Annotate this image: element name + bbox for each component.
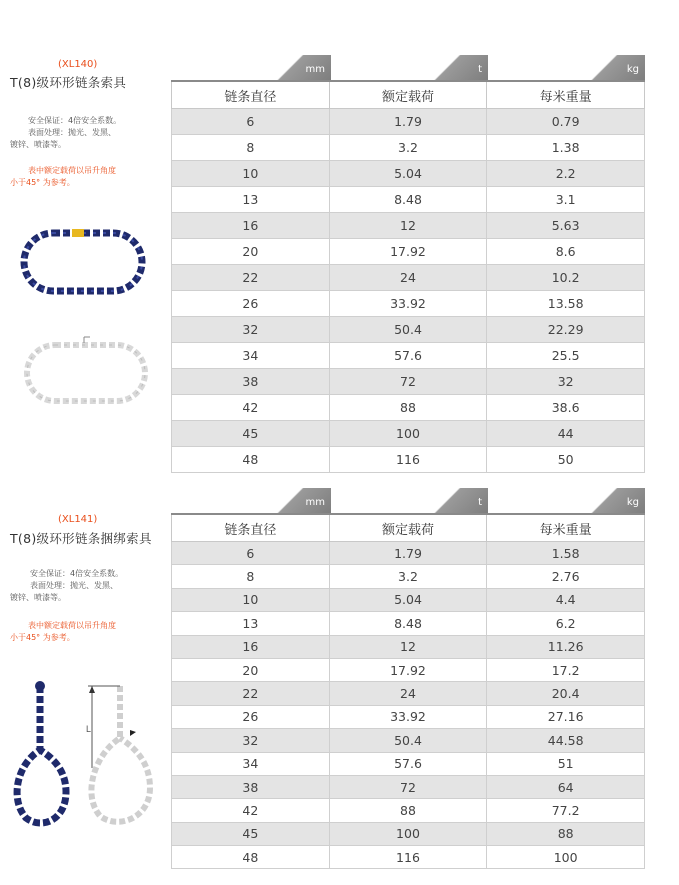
cell-weight-per-meter: 13.58: [487, 291, 645, 317]
table-row: [172, 343, 645, 369]
cell-diameter: 42: [172, 395, 330, 421]
cell-weight-per-meter: 1.38: [487, 135, 645, 161]
cell-diameter: 48: [172, 447, 330, 473]
cell-diameter: 20: [172, 658, 330, 681]
cell-weight-per-meter: 20.4: [487, 682, 645, 705]
unit-tab-mm: mm: [251, 55, 331, 81]
table-row: [172, 588, 645, 611]
cell-rated-load: 72: [329, 775, 487, 798]
table-header-row: [172, 82, 645, 109]
cell-diameter: 13: [172, 612, 330, 635]
cell-rated-load: 17.92: [329, 658, 487, 681]
cell-weight-per-meter: 44.58: [487, 729, 645, 752]
table-row: [172, 135, 645, 161]
column-header-weight: 每米重量: [487, 515, 645, 542]
table-row: [172, 822, 645, 845]
coupling-link-icon: [72, 229, 84, 237]
cell-weight-per-meter: 38.6: [487, 395, 645, 421]
cell-weight-per-meter: 88: [487, 822, 645, 845]
table-row: [172, 658, 645, 681]
cell-weight-per-meter: 11.26: [487, 635, 645, 658]
cell-diameter: 22: [172, 265, 330, 291]
surface-note-cont: 镀锌、喷漆等。: [10, 140, 66, 149]
table-row: [172, 161, 645, 187]
product-section-xl141: [0, 488, 679, 865]
table-row: [172, 775, 645, 798]
cell-weight-per-meter: 6.2: [487, 612, 645, 635]
cell-weight-per-meter: 5.63: [487, 213, 645, 239]
cell-rated-load: 57.6: [329, 752, 487, 775]
cell-diameter: 26: [172, 705, 330, 728]
product-code: (XL141): [58, 514, 98, 525]
cell-weight-per-meter: 2.76: [487, 565, 645, 588]
cell-rated-load: 1.79: [329, 542, 487, 565]
cell-diameter: 13: [172, 187, 330, 213]
table-row: [172, 317, 645, 343]
cell-diameter: 32: [172, 729, 330, 752]
cell-weight-per-meter: 27.16: [487, 705, 645, 728]
table-row: [172, 109, 645, 135]
column-header-load: 额定载荷: [329, 515, 487, 542]
cell-rated-load: 50.4: [329, 317, 487, 343]
surface-note: 表面处理：抛光、发黑、: [30, 581, 118, 590]
table-row: [172, 542, 645, 565]
cell-rated-load: 17.92: [329, 239, 487, 265]
cell-diameter: 16: [172, 635, 330, 658]
product-code: (XL140): [58, 59, 98, 70]
spec-table-xl141: [171, 515, 645, 869]
cell-rated-load: 72: [329, 369, 487, 395]
spec-table-xl140: [171, 82, 645, 473]
table-row: [172, 729, 645, 752]
cell-diameter: 34: [172, 343, 330, 369]
cell-diameter: 6: [172, 109, 330, 135]
table-row: [172, 752, 645, 775]
table-header-row: [172, 515, 645, 542]
column-header-load: 额定载荷: [329, 82, 487, 109]
cell-weight-per-meter: 1.58: [487, 542, 645, 565]
cell-diameter: 8: [172, 135, 330, 161]
surface-note: 表面处理：抛光、发黑、: [28, 128, 116, 137]
cell-diameter: 10: [172, 161, 330, 187]
cell-rated-load: 100: [329, 822, 487, 845]
table-row: [172, 705, 645, 728]
table-row: [172, 612, 645, 635]
cell-rated-load: 24: [329, 265, 487, 291]
cell-rated-load: 5.04: [329, 161, 487, 187]
table-row: [172, 239, 645, 265]
table-row: [172, 291, 645, 317]
cell-weight-per-meter: 0.79: [487, 109, 645, 135]
cell-weight-per-meter: 22.29: [487, 317, 645, 343]
cell-rated-load: 33.92: [329, 291, 487, 317]
cell-rated-load: 50.4: [329, 729, 487, 752]
cell-diameter: 26: [172, 291, 330, 317]
column-header-weight: 每米重量: [487, 82, 645, 109]
column-header-diameter: 链条直径: [172, 82, 330, 109]
cell-weight-per-meter: 17.2: [487, 658, 645, 681]
cell-weight-per-meter: 4.4: [487, 588, 645, 611]
cell-rated-load: 5.04: [329, 588, 487, 611]
cell-weight-per-meter: 77.2: [487, 799, 645, 822]
cell-diameter: 20: [172, 239, 330, 265]
unit-tab-mm: mm: [251, 488, 331, 514]
cell-weight-per-meter: 3.1: [487, 187, 645, 213]
cell-rated-load: 24: [329, 682, 487, 705]
cell-rated-load: 8.48: [329, 612, 487, 635]
table-row: [172, 369, 645, 395]
cell-rated-load: 88: [329, 799, 487, 822]
cell-diameter: 45: [172, 421, 330, 447]
blue-chain-sling-illustration: [18, 225, 148, 300]
cell-diameter: 34: [172, 752, 330, 775]
table-row: [172, 565, 645, 588]
blue-choker-chain-illustration: [6, 680, 76, 830]
load-note-cont: 小于45° 为参考。: [10, 633, 75, 642]
cell-diameter: 32: [172, 317, 330, 343]
table-row: [172, 421, 645, 447]
cell-weight-per-meter: 51: [487, 752, 645, 775]
cell-weight-per-meter: 25.5: [487, 343, 645, 369]
cell-weight-per-meter: 50: [487, 447, 645, 473]
table-row: [172, 447, 645, 473]
column-header-diameter: 链条直径: [172, 515, 330, 542]
load-note: 表中额定载荷以吊升角度: [28, 166, 116, 175]
unit-tab-kg: kg: [565, 488, 645, 514]
cell-diameter: 48: [172, 846, 330, 869]
table-row: [172, 187, 645, 213]
table-row: [172, 799, 645, 822]
cell-diameter: 8: [172, 565, 330, 588]
load-note: 表中额定载荷以吊升角度: [28, 621, 116, 630]
cell-rated-load: 100: [329, 421, 487, 447]
cell-rated-load: 12: [329, 635, 487, 658]
cell-weight-per-meter: 100: [487, 846, 645, 869]
cell-rated-load: 57.6: [329, 343, 487, 369]
table-row: [172, 265, 645, 291]
unit-tab-kg: kg: [565, 55, 645, 81]
safety-note: 安全保证：4倍安全系数。: [28, 116, 122, 125]
table-row: [172, 395, 645, 421]
table-row: [172, 846, 645, 869]
cell-diameter: 16: [172, 213, 330, 239]
cell-diameter: 42: [172, 799, 330, 822]
silver-chain-sling-illustration: [22, 335, 152, 407]
cell-rated-load: 3.2: [329, 135, 487, 161]
product-title: T(8)级环形链条索具: [10, 75, 127, 90]
cell-diameter: 6: [172, 542, 330, 565]
unit-tab-t: t: [408, 55, 488, 81]
silver-choker-chain-illustration: [74, 680, 164, 830]
table-row: [172, 213, 645, 239]
unit-tab-t: t: [408, 488, 488, 514]
cell-weight-per-meter: 2.2: [487, 161, 645, 187]
product-section-xl140: [0, 55, 679, 467]
safety-note: 安全保证：4倍安全系数。: [30, 569, 124, 578]
cell-rated-load: 1.79: [329, 109, 487, 135]
cell-rated-load: 12: [329, 213, 487, 239]
cell-rated-load: 116: [329, 846, 487, 869]
product-title: T(8)级环形链条捆绑索具: [10, 531, 152, 546]
cell-diameter: 10: [172, 588, 330, 611]
cell-diameter: 45: [172, 822, 330, 845]
cell-rated-load: 116: [329, 447, 487, 473]
surface-note-cont: 镀锌、喷漆等。: [10, 593, 66, 602]
cell-diameter: 38: [172, 775, 330, 798]
table-row: [172, 682, 645, 705]
cell-weight-per-meter: 32: [487, 369, 645, 395]
cell-diameter: 22: [172, 682, 330, 705]
cell-diameter: 38: [172, 369, 330, 395]
cell-weight-per-meter: 8.6: [487, 239, 645, 265]
cell-rated-load: 88: [329, 395, 487, 421]
cell-rated-load: 8.48: [329, 187, 487, 213]
length-label: L: [86, 724, 92, 734]
cell-rated-load: 3.2: [329, 565, 487, 588]
table-row: [172, 635, 645, 658]
cell-weight-per-meter: 64: [487, 775, 645, 798]
cell-weight-per-meter: 44: [487, 421, 645, 447]
cell-weight-per-meter: 10.2: [487, 265, 645, 291]
load-note-cont: 小于45° 为参考。: [10, 178, 75, 187]
cell-rated-load: 33.92: [329, 705, 487, 728]
